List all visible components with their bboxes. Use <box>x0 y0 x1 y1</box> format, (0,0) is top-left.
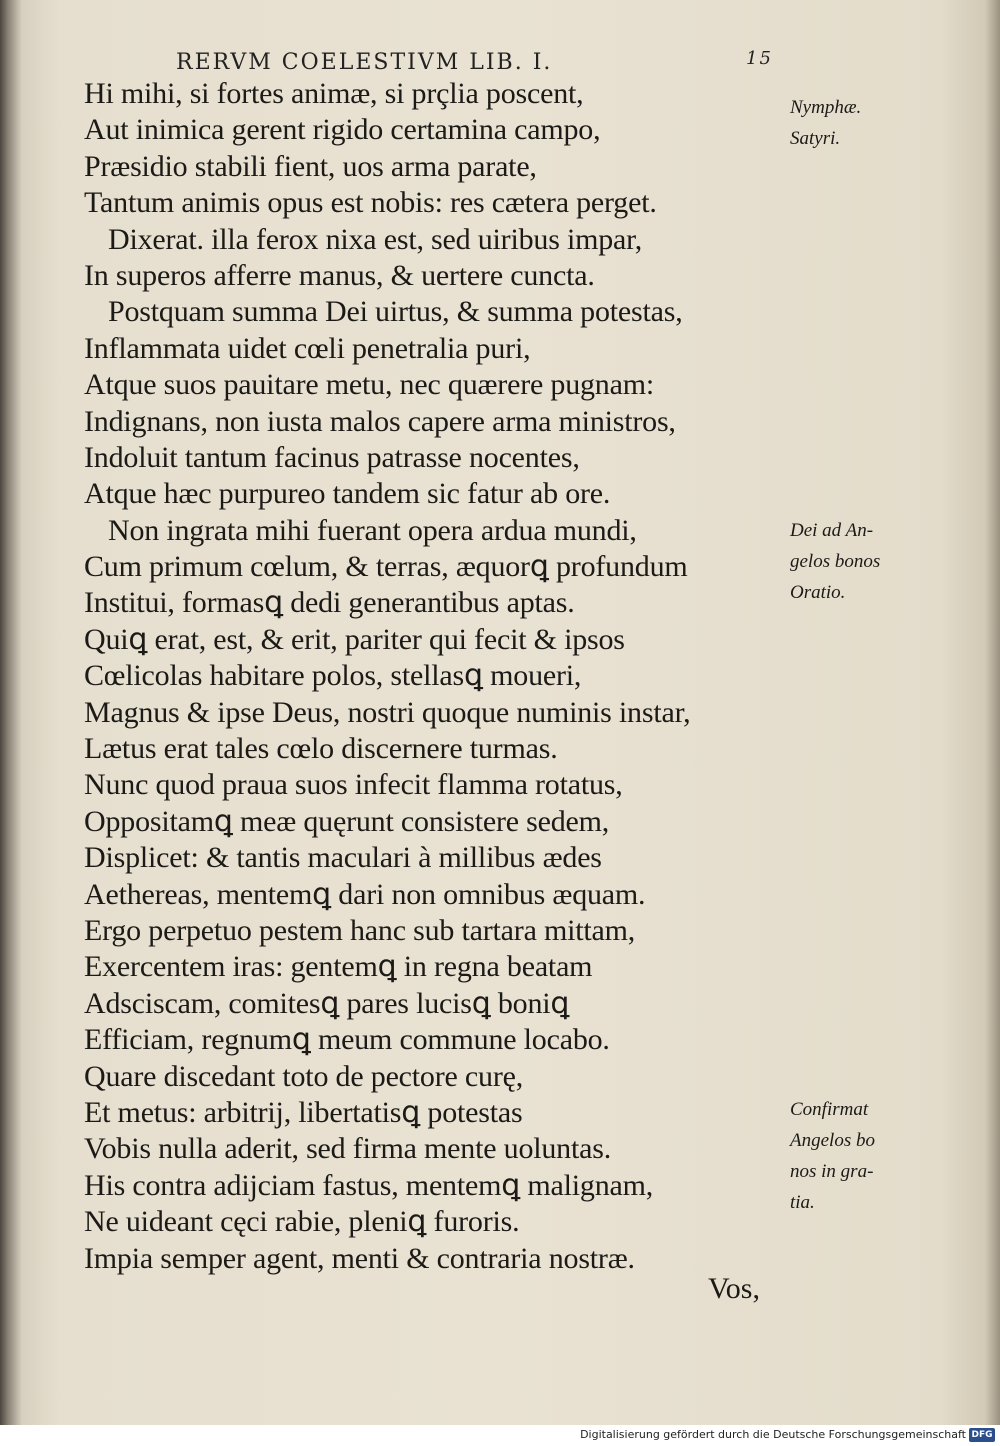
verse-line: Ergo perpetuo pestem hanc sub tartara mittam, <box>84 913 636 947</box>
marginal-note-line: gelos bonos <box>790 551 881 572</box>
verse-line: Cœlicolas habitare polos, stellasꝗ moueri, <box>84 659 582 693</box>
folio-number: 15 <box>746 48 773 69</box>
catchword: Vos, <box>708 1272 760 1305</box>
verse-block <box>84 76 784 1277</box>
verse-line: Hi mihi, si fortes animæ, si prçlia poscent, <box>84 77 584 110</box>
verse-line: Indignans, non iusta malos capere arma ministros, <box>84 404 676 438</box>
verse-line: Quare discedant toto de pectore curę, <box>84 1059 524 1093</box>
verse-line: Quiꝗ erat, est, & erit, pariter qui fecit & ipsos <box>84 622 625 656</box>
verse-line: In superos afferre manus, & uertere cuncta. <box>84 258 595 292</box>
verse-line: Atque suos pauitare metu, nec quærere pugnam: <box>84 368 654 402</box>
verse-line: Aut inimica gerent rigido certamina campo, <box>84 113 601 147</box>
marginal-note-line: nos in gra- <box>790 1161 874 1182</box>
running-title: RERVM COELESTIVM LIB. I. <box>176 50 553 75</box>
verse-line: Non ingrata mihi fuerant opera ardua mundi, <box>108 513 637 547</box>
marginal-note-line: tia. <box>790 1192 815 1213</box>
marginal-note-line: Nymphæ. <box>790 97 862 118</box>
verse-line: Ne uideant cęci rabie, pleniꝗ furoris. <box>84 1205 520 1239</box>
marginal-note-line: Satyri. <box>790 128 841 149</box>
verse-line: Indoluit tantum facinus patrasse nocentes, <box>84 440 580 474</box>
verse-line: Efficiam, regnumꝗ meum commune locabo. <box>84 1023 610 1057</box>
verse-line: Et metus: arbitrij, libertatisꝗ potestas <box>84 1095 523 1129</box>
verse-line: Postquam summa Dei uirtus, & summa potestas, <box>108 295 683 329</box>
verse-line: Cum primum cœlum, & terras, æquorꝗ profundum <box>84 550 688 584</box>
verse-line: Oppositamꝗ meæ quęrunt consistere sedem, <box>84 804 610 838</box>
verse-line: Lætus erat tales cœlo discernere turmas. <box>84 732 558 766</box>
verse-line: Aethereas, mentemꝗ dari non omnibus æquam. <box>84 877 646 911</box>
verse-line: Adsciscam, comitesꝗ pares lucisꝗ boniꝗ <box>84 986 570 1020</box>
verse-line: Atque hæc purpureo tandem sic fatur ab ore. <box>84 477 611 511</box>
verse-line: Inflammata uidet cœli penetralia puri, <box>84 331 531 365</box>
verse-line: Tantum animis opus est nobis: res cætera perget. <box>84 186 657 220</box>
marginal-note-dei-oratio <box>790 515 910 608</box>
verse-line: Dixerat. illa ferox nixa est, sed uiribus impar, <box>108 222 643 256</box>
marginal-note-line: Dei ad An- <box>790 520 874 541</box>
verse-line: Magnus & ipse Deus, nostri quoque numinis instar, <box>84 695 691 729</box>
verse-line: Displicet: & tantis maculari à millibus ædes <box>84 841 602 875</box>
funding-credit: Digitalisierung gefördert durch die Deutsche Forschungsgemeinschaft <box>580 1428 966 1441</box>
running-header <box>176 50 776 75</box>
marginal-note-line: Confirmat <box>790 1099 869 1120</box>
marginal-note-confirmat <box>790 1094 910 1218</box>
verse-line: Institui, formasꝗ dedi generantibus aptas. <box>84 586 575 620</box>
footer-bar <box>0 1425 1000 1446</box>
marginal-note-line: Oratio. <box>790 582 846 603</box>
verse-line: Exercentem iras: gentemꝗ in regna beatam <box>84 950 593 984</box>
verse-line: Impia semper agent, menti & contraria nostræ. <box>84 1241 635 1275</box>
marginal-note-line: Angelos bo <box>790 1130 875 1151</box>
verse-line: Præsidio stabili fient, uos arma parate, <box>84 149 537 183</box>
marginal-note-nymphae <box>790 92 910 154</box>
verse-line: Vobis nulla aderit, sed firma mente uoluntas. <box>84 1132 612 1166</box>
verse-line: Nunc quod praua suos infecit flamma rotatus, <box>84 768 623 802</box>
dfg-logo: DFG <box>969 1428 995 1442</box>
verse-line: His contra adijciam fastus, mentemꝗ malignam, <box>84 1168 654 1202</box>
